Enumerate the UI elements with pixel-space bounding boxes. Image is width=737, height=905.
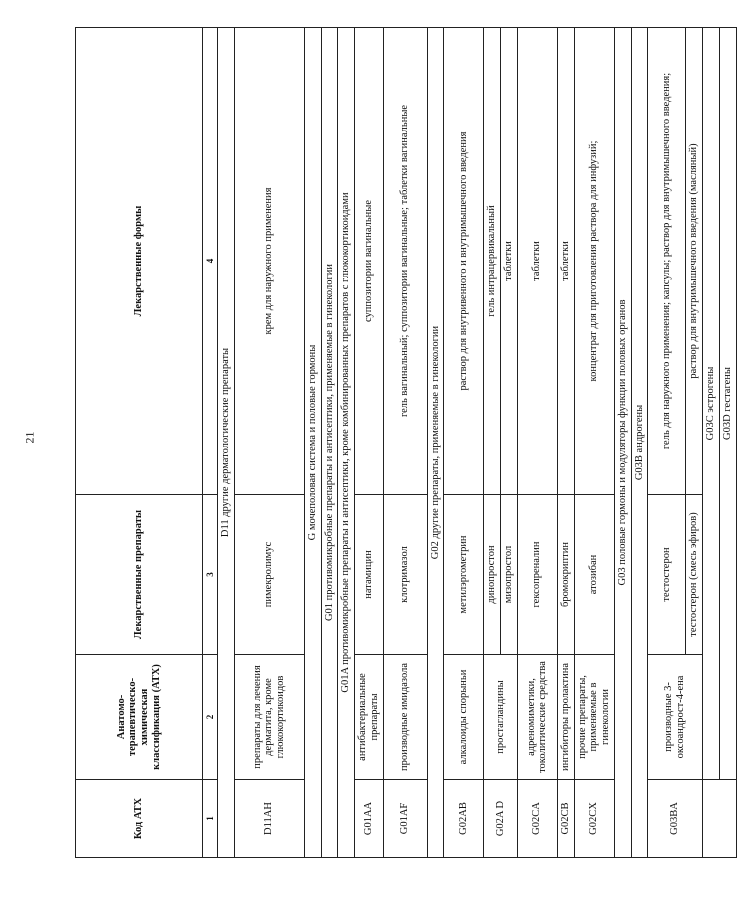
atc-code: G01AA bbox=[355, 780, 384, 858]
preparation: гексопреналин bbox=[517, 495, 557, 655]
dosage-form: таблетки bbox=[501, 28, 518, 495]
section-g03b: G03B андрогены bbox=[631, 28, 648, 858]
section-g02: G02 другие препараты, применяемые в гинекологии bbox=[427, 28, 444, 858]
dosage-form: концентрат для приготовления раствора для инфузий; bbox=[574, 28, 614, 495]
section-row bbox=[614, 28, 631, 858]
dosage-form: раствор для внутримышечного введения (масляный) bbox=[686, 28, 703, 495]
rotated-table-container bbox=[75, 28, 733, 858]
preparation: тестостерон bbox=[648, 495, 686, 655]
table-row bbox=[484, 28, 501, 858]
empty-cell bbox=[703, 780, 720, 858]
preparation: пимекролимус bbox=[234, 495, 304, 655]
section-g01a: G01A противомикробные препараты и антисептики, кроме комбинированных препаратов с глюкокортикоидами bbox=[338, 28, 355, 858]
section-row bbox=[304, 28, 321, 858]
dosage-form: раствор для внутривенного и внутримышечного введения bbox=[444, 28, 484, 495]
atc-classification: производные 3-оксоандрост-4-ена bbox=[648, 655, 703, 780]
table-row bbox=[234, 28, 304, 858]
header-classification: Анатомо-терапевтическо-химическая классификация (АТХ) bbox=[76, 655, 203, 780]
table-row bbox=[648, 28, 686, 858]
table-row bbox=[444, 28, 484, 858]
preparation: тестостерон (смесь эфиров) bbox=[686, 495, 703, 655]
dosage-form: гель для наружного применения; капсулы; раствор для внутримышечного введения; bbox=[648, 28, 686, 495]
atc-classification: простагландины bbox=[484, 655, 518, 780]
column-number: 3 bbox=[203, 495, 218, 655]
section-g03c: G03C эстрогены bbox=[703, 28, 720, 780]
section-row bbox=[631, 28, 648, 858]
preparation: метилэргометрин bbox=[444, 495, 484, 655]
header-preparations: Лекарственные препараты bbox=[76, 495, 203, 655]
atc-classification: производные имидазола bbox=[383, 655, 427, 780]
dosage-form: гель интрацервикальный bbox=[484, 28, 501, 495]
table-row bbox=[557, 28, 574, 858]
header-row bbox=[76, 28, 203, 858]
column-number: 2 bbox=[203, 655, 218, 780]
table-row bbox=[355, 28, 384, 858]
atc-classification: алкалоиды спорыньи bbox=[444, 655, 484, 780]
atc-code: G02AB bbox=[444, 780, 484, 858]
column-number: 1 bbox=[203, 780, 218, 858]
section-g03: G03 половые гормоны и модуляторы функции половых органов bbox=[614, 28, 631, 858]
atc-code: G01AF bbox=[383, 780, 427, 858]
section-g03d: G03D гестагены bbox=[719, 28, 736, 780]
atc-classification: прочие препараты, применяемые в гинекологии bbox=[574, 655, 614, 780]
atc-classification: антибактериальные препараты bbox=[355, 655, 384, 780]
atc-code: G03BA bbox=[648, 780, 703, 858]
preparation: мизопростол bbox=[501, 495, 518, 655]
preparation: атозибан bbox=[574, 495, 614, 655]
section-g01: G01 противомикробные препараты и антисептики, применяемые в гинекологии bbox=[321, 28, 338, 858]
page-number: 21 bbox=[22, 431, 37, 444]
preparation: натамицин bbox=[355, 495, 384, 655]
atc-classification: адреномиметики, токолитические средства bbox=[517, 655, 557, 780]
atc-table bbox=[75, 27, 737, 858]
section-d11: D11 другие дерматологические препараты bbox=[218, 28, 235, 858]
atc-classification: препараты для лечения дерматита, кроме глюкокортикоидов bbox=[234, 655, 304, 780]
section-g: G мочеполовая система и половые гормоны bbox=[304, 28, 321, 858]
section-row bbox=[338, 28, 355, 858]
section-row bbox=[218, 28, 235, 858]
preparation: динопростон bbox=[484, 495, 501, 655]
empty-cell bbox=[719, 780, 736, 858]
atc-code: G02A D bbox=[484, 780, 518, 858]
column-number: 4 bbox=[203, 28, 218, 495]
atc-code: D11AH bbox=[234, 780, 304, 858]
dosage-form: таблетки bbox=[557, 28, 574, 495]
table-row bbox=[574, 28, 614, 858]
section-row bbox=[321, 28, 338, 858]
section-row bbox=[703, 28, 720, 858]
atc-code: G02CB bbox=[557, 780, 574, 858]
atc-classification: ингибиторы пролактина bbox=[557, 655, 574, 780]
table-row bbox=[383, 28, 427, 858]
header-forms: Лекарственные формы bbox=[76, 28, 203, 495]
table-row bbox=[517, 28, 557, 858]
preparation: клотримазол bbox=[383, 495, 427, 655]
header-code: Код АТХ bbox=[76, 780, 203, 858]
preparation: бромокриптин bbox=[557, 495, 574, 655]
dosage-form: гель вагинальный; суппозитории вагинальные; таблетки вагинальные bbox=[383, 28, 427, 495]
column-number-row bbox=[203, 28, 218, 858]
dosage-form: таблетки bbox=[517, 28, 557, 495]
atc-code: G02CA bbox=[517, 780, 557, 858]
section-row bbox=[719, 28, 736, 858]
section-row bbox=[427, 28, 444, 858]
atc-code: G02CX bbox=[574, 780, 614, 858]
dosage-form: крем для наружного применения bbox=[234, 28, 304, 495]
dosage-form: суппозитории вагинальные bbox=[355, 28, 384, 495]
